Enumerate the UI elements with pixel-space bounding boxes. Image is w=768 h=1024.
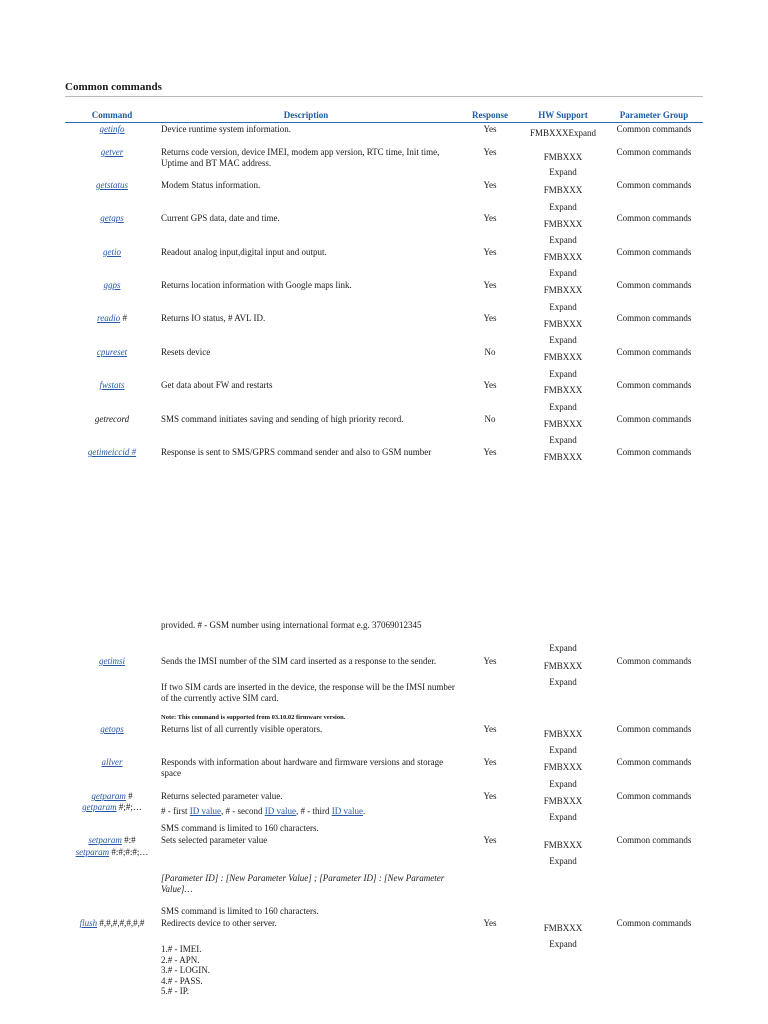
table-row-response: Yes xyxy=(483,918,497,928)
command-suffix: #;#;… xyxy=(116,802,142,812)
table-row-hw-support: FMBXXX xyxy=(543,285,583,295)
command-link[interactable]: getio xyxy=(103,247,121,257)
table-row-response: Yes xyxy=(483,791,497,801)
header-parameter-group: Parameter Group xyxy=(619,110,689,120)
command-suffix: #:# xyxy=(121,835,136,845)
table-row-description: Current GPS data, date and time. xyxy=(161,213,280,223)
table-row-hw-support: FMBXXX xyxy=(543,762,583,772)
table-row-parameter-group: Common commands xyxy=(616,791,692,801)
table-row-parameter-group: Common commands xyxy=(616,656,692,666)
table-row-response: Yes xyxy=(483,147,497,157)
table-row-hw-support: FMBXXX xyxy=(543,840,583,850)
parameter-format: [Parameter ID] : [New Parameter Value] ; [Parameter ID] : [New Parameter Value]… xyxy=(161,873,445,894)
table-row-response: Yes xyxy=(483,380,497,390)
table-row-parameter-group: Common commands xyxy=(616,724,692,734)
table-row-response: Yes xyxy=(483,835,497,845)
header-command: Command xyxy=(91,110,133,120)
table-row-hw-support: FMBXXX xyxy=(543,319,583,329)
list-item: 2.# - APN. xyxy=(161,954,200,965)
header-divider xyxy=(65,122,703,123)
command-link[interactable]: getparam xyxy=(82,802,117,812)
table-row-hw-support: FMBXXX xyxy=(543,796,583,806)
table-row-hw-support: FMBXXX xyxy=(543,923,583,933)
table-row-description: Sets selected parameter value xyxy=(161,835,268,845)
table-row-response: No xyxy=(484,347,496,357)
header-response: Response xyxy=(471,110,508,120)
command-link[interactable]: getimsi xyxy=(99,656,125,666)
table-row-response: Yes xyxy=(483,313,497,323)
limit-note: SMS command is limited to 160 characters. xyxy=(161,823,319,833)
table-row-parameter-group: Common commands xyxy=(616,835,692,845)
table-row-description: Device runtime system information. xyxy=(161,124,291,134)
table-row-parameter-group: Common commands xyxy=(616,280,692,290)
expand-link[interactable]: Expand xyxy=(549,856,577,866)
flush-parameter-list xyxy=(161,944,461,997)
table-row-parameter-group: Common commands xyxy=(616,180,692,190)
expand-link[interactable]: Expand xyxy=(549,939,577,949)
table-row-hw-support[interactable]: FMBXXXExpand xyxy=(529,128,596,138)
table-row-response: Yes xyxy=(483,757,497,767)
expand-link[interactable]: Expand xyxy=(549,643,577,653)
table-row-description: Returns code version, device IMEI, modem app version, RTC time, Init time, Uptime and BT MAC address. xyxy=(161,147,440,168)
table-row-response: Yes xyxy=(483,124,497,134)
table-row-parameter-group: Common commands xyxy=(616,313,692,323)
table-row-hw-support: FMBXXX xyxy=(543,152,583,162)
id-value-link[interactable]: ID value xyxy=(331,806,363,816)
table-row-response: Yes xyxy=(483,724,497,734)
firmware-note: Note: This command is supported from 03.10.02 firmware version. xyxy=(161,714,346,721)
table-row-response: Yes xyxy=(483,280,497,290)
expand-link[interactable]: Expand xyxy=(549,779,577,789)
table-row-description: Returns location information with Google maps link. xyxy=(161,280,352,290)
id-value-link[interactable]: ID value xyxy=(189,806,221,816)
table-row-description: Returns IO status, # AVL ID. xyxy=(161,313,266,323)
table-row-description: Readout analog input,digital input and output. xyxy=(161,247,327,257)
parameter-description xyxy=(161,806,461,817)
param-text: , # - second xyxy=(221,806,265,816)
command-link[interactable]: getinfo xyxy=(99,124,125,134)
command-link[interactable]: cpureset xyxy=(96,347,128,357)
table-row-parameter-group: Common commands xyxy=(616,147,692,157)
table-row-description: Returns list of all currently visible operators. xyxy=(161,724,323,734)
section-title: Common commands xyxy=(65,81,162,93)
table-row-response: Yes xyxy=(483,656,497,666)
table-row-parameter-group: Common commands xyxy=(616,124,692,134)
table-row-hw-support: FMBXXX xyxy=(543,219,583,229)
table-row-parameter-group: Common commands xyxy=(616,213,692,223)
param-text: , # - third xyxy=(296,806,332,816)
section-divider xyxy=(65,96,703,97)
table-row-hw-support: FMBXXX xyxy=(543,185,583,195)
command-link[interactable]: readio xyxy=(97,313,121,323)
table-row-hw-support: FMBXXX xyxy=(543,252,583,262)
table-row-parameter-group: Common commands xyxy=(616,918,692,928)
table-row-hw-support: FMBXXX xyxy=(543,452,583,462)
table-row-response: Yes xyxy=(483,213,497,223)
expand-link[interactable]: Expand xyxy=(549,745,577,755)
command-link[interactable]: ggps xyxy=(103,280,121,290)
list-item: 4.# - PASS. xyxy=(161,975,203,986)
command-link[interactable]: fwstats xyxy=(99,380,125,390)
table-row-description: SMS command initiates saving and sending of high priority record. xyxy=(161,414,404,424)
command-text: getrecord xyxy=(94,414,130,424)
command-link[interactable]: setparam xyxy=(88,835,122,845)
command-link[interactable]: flush xyxy=(79,918,98,928)
limit-note: SMS command is limited to 160 characters. xyxy=(161,906,319,916)
expand-link[interactable]: Expand xyxy=(549,235,577,245)
table-row-description: Get data about FW and restarts xyxy=(161,380,273,390)
command-link[interactable]: allver xyxy=(101,757,123,767)
table-row-hw-support: FMBXXX xyxy=(543,661,583,671)
table-row-response: Yes xyxy=(483,180,497,190)
table-row-description: Response is sent to SMS/GPRS command sender and also to GSM number xyxy=(161,447,432,457)
param-text: . xyxy=(363,806,366,816)
list-item: 5.# - IP. xyxy=(161,986,190,996)
command-link[interactable]: getimeiccid # xyxy=(87,447,137,457)
table-row-parameter-group: Common commands xyxy=(616,380,692,390)
command-suffix: # xyxy=(125,791,133,801)
expand-link[interactable]: Expand xyxy=(549,268,577,278)
list-item: 3.# - LOGIN. xyxy=(161,965,210,975)
command-suffix: # xyxy=(120,313,127,323)
command-link[interactable]: getops xyxy=(100,724,124,734)
table-row-response: No xyxy=(484,414,496,424)
table-row-description: Responds with information about hardware and firmware versions and storage space xyxy=(161,757,444,778)
expand-link[interactable]: Expand xyxy=(549,335,577,345)
table-row-command[interactable] xyxy=(64,124,160,135)
expand-link[interactable]: Expand xyxy=(549,677,577,687)
table-row-parameter-group: Common commands xyxy=(616,414,692,424)
id-value-link[interactable]: ID value xyxy=(264,806,296,816)
table-row-parameter-group: Common commands xyxy=(616,247,692,257)
command-link[interactable]: getstatus xyxy=(95,180,128,190)
table-row-response: Yes xyxy=(483,247,497,257)
header-description: Description xyxy=(283,110,329,120)
expand-link[interactable]: Expand xyxy=(549,812,577,822)
table-row-parameter-group: Common commands xyxy=(616,347,692,357)
table-row-parameter-group: Common commands xyxy=(616,447,692,457)
expand-link[interactable]: Expand xyxy=(549,369,577,379)
expand-link[interactable]: Expand xyxy=(549,167,577,177)
table-row-description: Returns selected parameter value. xyxy=(161,791,283,801)
table-row-description: Redirects device to other server. xyxy=(161,918,277,928)
expand-link[interactable]: Expand xyxy=(549,435,577,445)
command-link[interactable]: setparam xyxy=(75,847,110,857)
list-item: 1.# - IMEI. xyxy=(161,944,202,954)
expand-link[interactable]: Expand xyxy=(549,202,577,212)
table-row-description: Modem Status information. xyxy=(161,180,261,190)
command-link[interactable]: getgps xyxy=(100,213,124,223)
table-row-hw-support: FMBXXX xyxy=(543,419,583,429)
command-suffix: #,#,#,#,#,#,# xyxy=(97,918,145,928)
table-row-response: Yes xyxy=(483,447,497,457)
expand-link[interactable]: Expand xyxy=(549,402,577,412)
table-row-description: Sends the IMSI number of the SIM card inserted as a response to the sender. xyxy=(161,656,437,666)
header-hw-support: HW Support xyxy=(538,110,588,120)
command-link[interactable]: getver xyxy=(100,147,124,157)
expand-link[interactable]: Expand xyxy=(549,302,577,312)
table-row-hw-support: FMBXXX xyxy=(543,352,583,362)
param-text: # - first xyxy=(161,806,190,816)
table-row-description-extra: If two SIM cards are inserted in the device, the response will be the IMSI number of the currently active SIM card. xyxy=(161,682,455,703)
continued-description: provided. # - GSM number using international format e.g. 37069012345 xyxy=(161,620,422,630)
table-row-hw-support: FMBXXX xyxy=(543,729,583,739)
table-row-hw-support: FMBXXX xyxy=(543,385,583,395)
command-link[interactable]: getparam xyxy=(91,791,126,801)
command-suffix: #:#;#:#;… xyxy=(109,847,149,857)
table-row-parameter-group: Common commands xyxy=(616,757,692,767)
table-row-description: Resets device xyxy=(161,347,211,357)
